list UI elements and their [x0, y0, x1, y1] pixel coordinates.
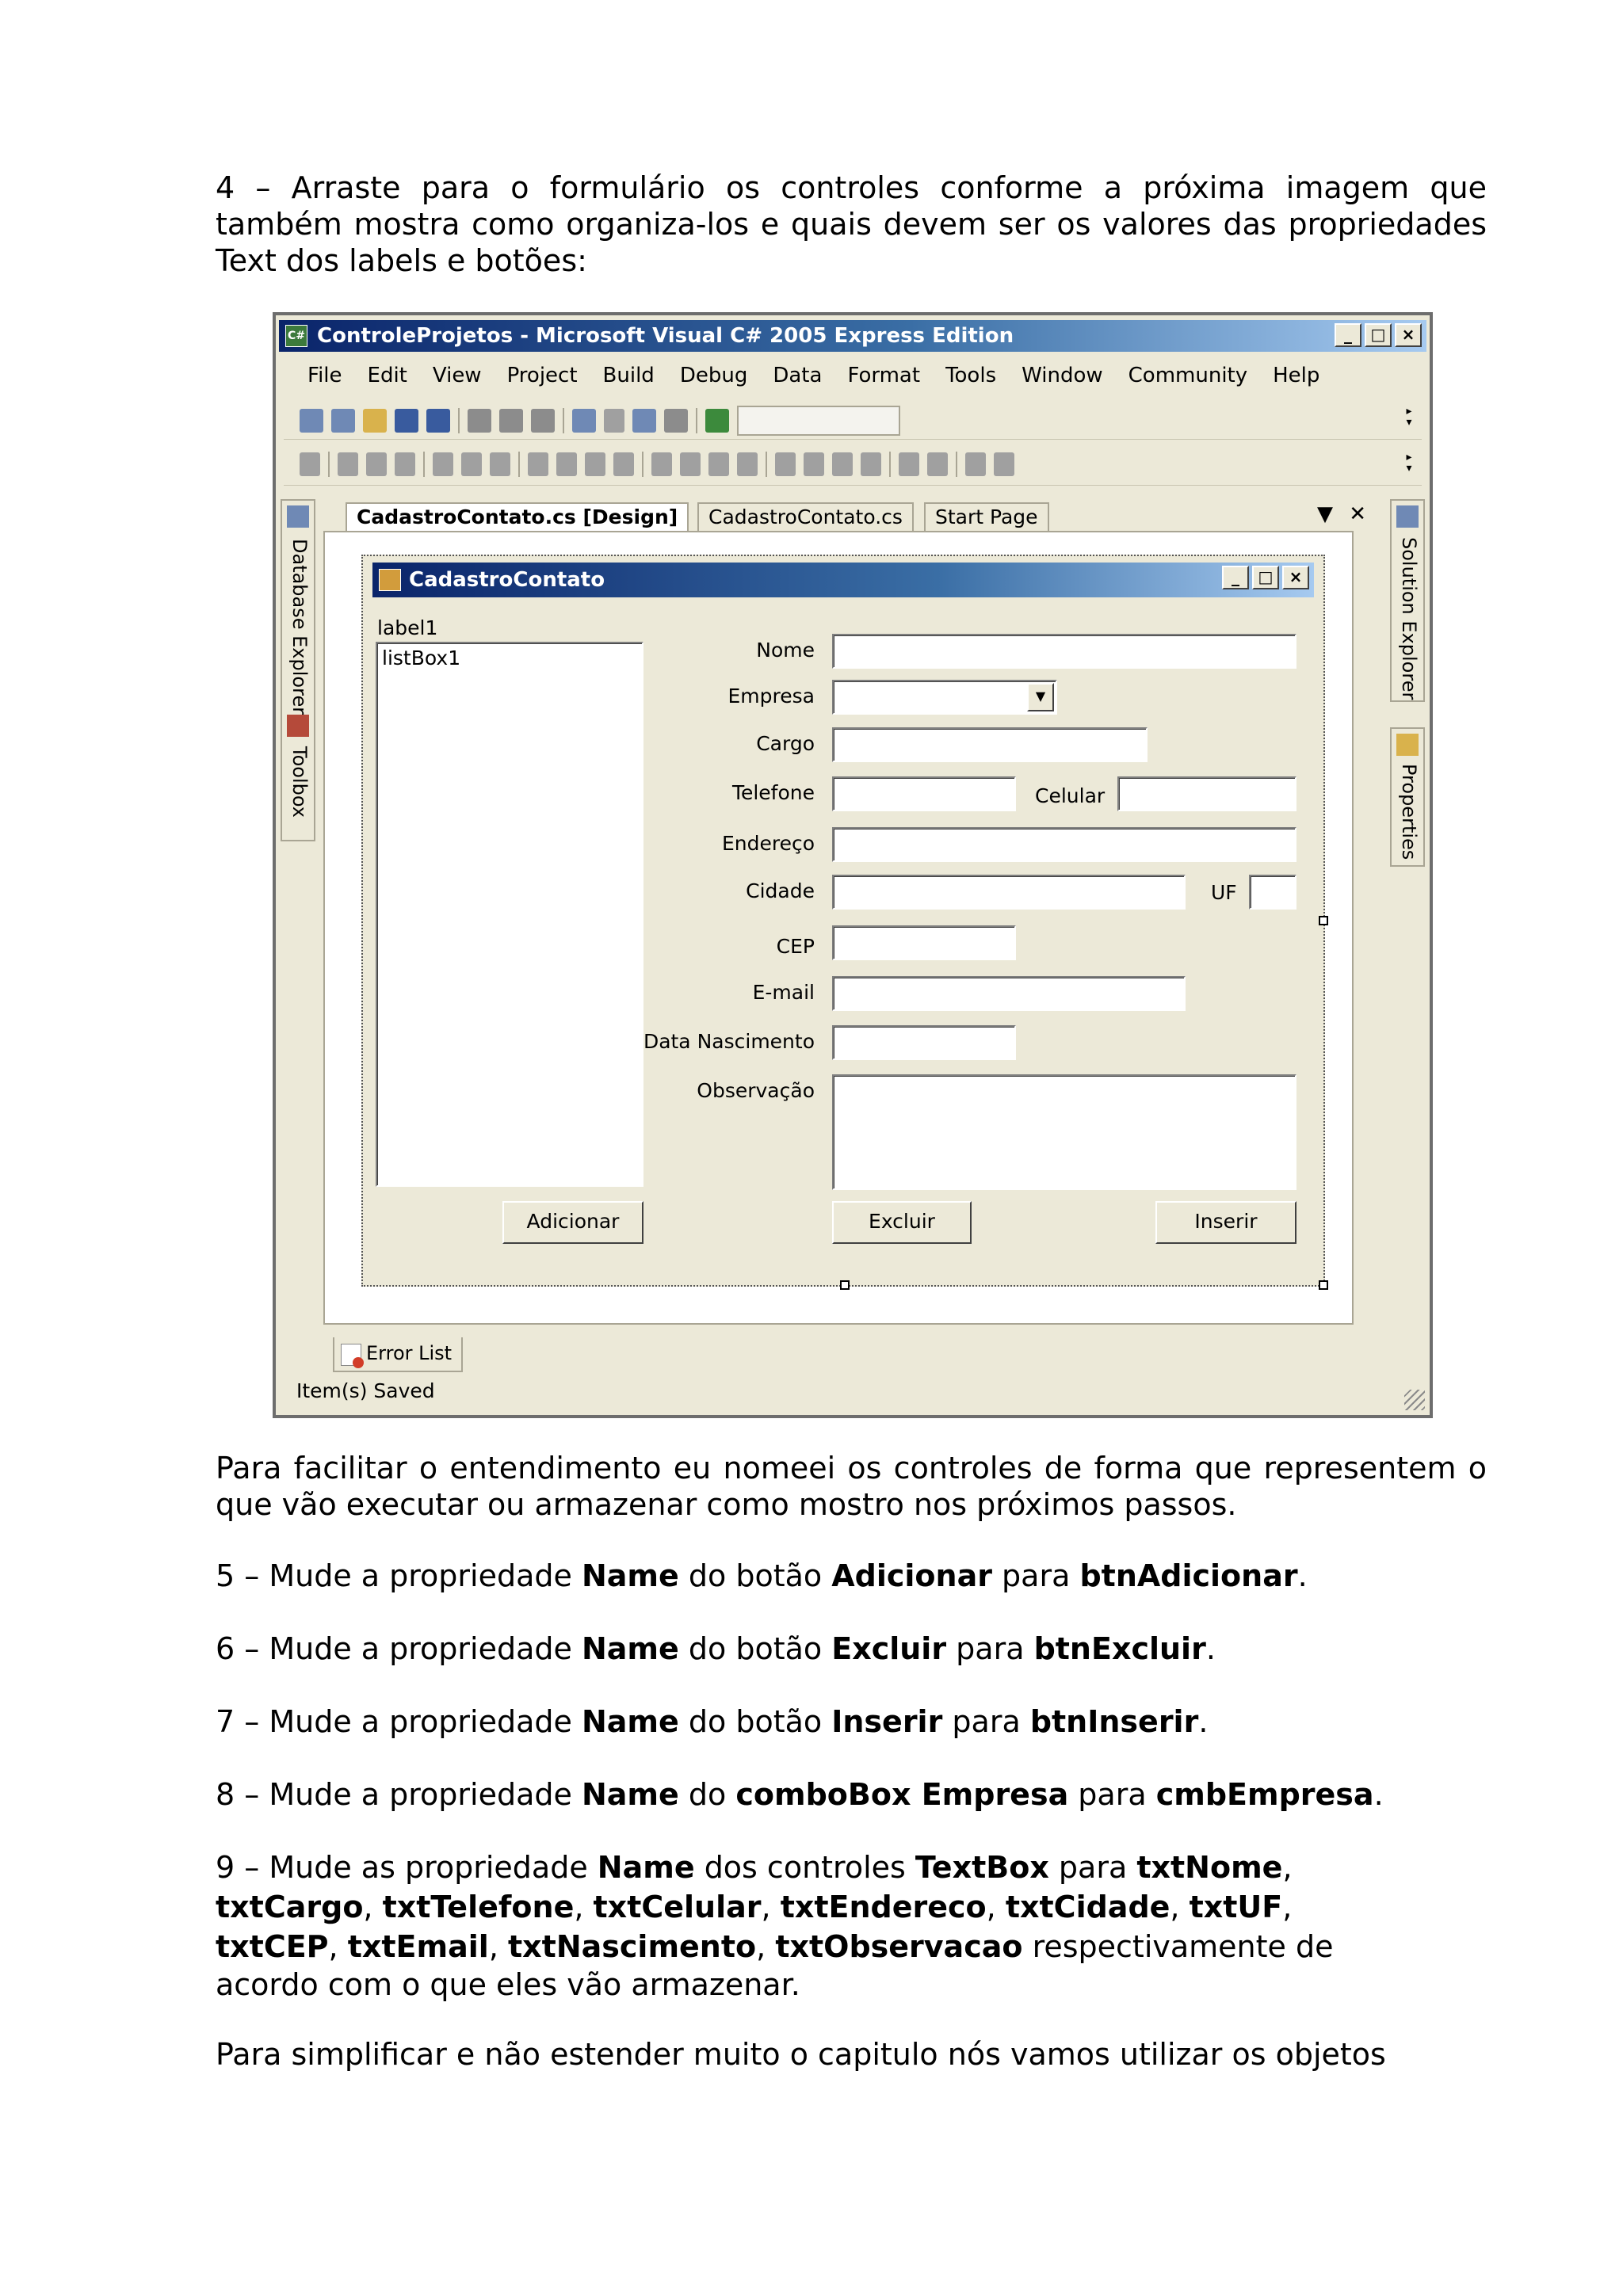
- menu-help[interactable]: Help: [1273, 364, 1320, 387]
- step-text: para: [1048, 1850, 1137, 1885]
- step-9-line-4: acordo com o que eles vão armazenar.: [216, 1967, 800, 2002]
- align-tops-icon[interactable]: [433, 452, 453, 476]
- menu-data[interactable]: Data: [773, 364, 823, 387]
- step-bold: txtEmail: [347, 1929, 489, 1964]
- decrease-vertical-spacing-icon[interactable]: [832, 452, 853, 476]
- step-text: .: [1198, 1704, 1209, 1739]
- solution-explorer-panel: [1390, 499, 1425, 702]
- remove-vertical-spacing-icon[interactable]: [861, 452, 881, 476]
- ide-title-bar: [279, 320, 1426, 352]
- add-item-icon[interactable]: [331, 409, 355, 433]
- form-close-icon[interactable]: ×: [1282, 566, 1309, 589]
- menu-debug[interactable]: Debug: [679, 364, 748, 387]
- form-icon: [379, 569, 401, 591]
- menu-file[interactable]: File: [307, 364, 342, 387]
- save-all-icon[interactable]: [426, 409, 450, 433]
- label-empresa: Empresa: [727, 685, 815, 707]
- toolbox-tab[interactable]: Toolbox: [288, 746, 311, 818]
- step-5: [216, 1558, 1487, 1594]
- ide-screenshot: [273, 312, 1433, 1418]
- step-bold: txtTelefone: [382, 1890, 575, 1924]
- new-project-icon[interactable]: [300, 409, 323, 433]
- step-bold: Inserir: [831, 1704, 943, 1739]
- toolbar-separator: [956, 452, 957, 477]
- step-bold: txtEndereco: [780, 1890, 987, 1924]
- send-to-back-icon[interactable]: [994, 452, 1014, 476]
- error-list-label: Error List: [366, 1342, 453, 1364]
- step-text: para: [991, 1558, 1080, 1593]
- center-vertically-icon[interactable]: [927, 452, 948, 476]
- close-document-icon[interactable]: ✕: [1349, 502, 1366, 526]
- toolbar-overflow-icon[interactable]: ▸ ▾: [1406, 451, 1412, 475]
- step-text: do botão: [678, 1558, 832, 1593]
- step-text: dos controles: [694, 1850, 915, 1885]
- decrease-horizontal-spacing-icon[interactable]: [708, 452, 729, 476]
- label-cargo: Cargo: [756, 732, 815, 755]
- step-text: do: [678, 1777, 736, 1812]
- step-bold: Adicionar: [831, 1558, 992, 1593]
- close-icon[interactable]: ×: [1395, 323, 1422, 347]
- toolbar-separator: [328, 452, 330, 477]
- toolbar-separator: [458, 408, 460, 433]
- step-bold: txtCidade: [1005, 1890, 1170, 1924]
- bring-to-front-icon[interactable]: [965, 452, 986, 476]
- step-text: respectivamente de: [1022, 1929, 1334, 1964]
- form-minimize-icon[interactable]: _: [1222, 566, 1249, 589]
- tab-start-page[interactable]: Start Page: [924, 502, 1049, 531]
- txt-cargo[interactable]: [832, 727, 1148, 762]
- tab-design[interactable]: CadastroContato.cs [Design]: [346, 502, 689, 531]
- tab-code[interactable]: CadastroContato.cs: [697, 502, 914, 531]
- step-text: para: [942, 1704, 1030, 1739]
- increase-horizontal-spacing-icon[interactable]: [680, 452, 701, 476]
- step-bold: txtCargo: [216, 1890, 364, 1924]
- inserir-button[interactable]: Inserir: [1155, 1201, 1296, 1244]
- toolbox-icon: [287, 715, 309, 737]
- database-explorer-tab[interactable]: Database Explorer: [288, 539, 311, 715]
- increase-vertical-spacing-icon[interactable]: [804, 452, 824, 476]
- make-same-width-icon[interactable]: [528, 452, 548, 476]
- step-text: para: [946, 1631, 1034, 1666]
- resize-handle-bottom[interactable]: [840, 1280, 850, 1290]
- step-bold: TextBox: [915, 1850, 1049, 1885]
- txt-cidade[interactable]: [832, 875, 1186, 910]
- txt-cep[interactable]: [832, 925, 1016, 960]
- start-debugging-icon[interactable]: [705, 409, 729, 433]
- step-7: [216, 1703, 1487, 1740]
- standard-toolbar: [284, 398, 1422, 440]
- toolbar-separator: [696, 408, 697, 433]
- align-centers-icon[interactable]: [366, 452, 387, 476]
- step-text: ,: [1170, 1890, 1190, 1924]
- last-paragraph: Para simplificar e não estender muito o capitulo nós vamos utilizar os objetos: [216, 2037, 1386, 2072]
- step-text: 9 – Mude as propriedade: [216, 1850, 598, 1885]
- toolbar-separator: [423, 452, 425, 477]
- excluir-button[interactable]: Excluir: [832, 1201, 972, 1244]
- step-text: ,: [328, 1929, 348, 1964]
- menu-format[interactable]: Format: [847, 364, 921, 387]
- step-text: .: [1205, 1631, 1216, 1666]
- copy-icon[interactable]: [499, 409, 523, 433]
- align-lefts-icon[interactable]: [338, 452, 358, 476]
- layout-toolbar: [284, 444, 1422, 486]
- step-9-line-2: [216, 1889, 1487, 1925]
- adicionar-button[interactable]: Adicionar: [502, 1201, 643, 1244]
- document-list-icon[interactable]: ▼: [1316, 502, 1333, 526]
- maximize-icon[interactable]: □: [1365, 323, 1392, 347]
- ide-title: ControleProjetos - Microsoft Visual C# 2005 Express Edition: [317, 324, 1014, 348]
- txt-celular[interactable]: [1117, 776, 1296, 811]
- label-telefone: Telefone: [731, 781, 815, 804]
- menu-edit[interactable]: Edit: [367, 364, 407, 387]
- toolbar-separator: [518, 452, 520, 477]
- center-horizontally-icon[interactable]: [899, 452, 919, 476]
- paste-icon[interactable]: [531, 409, 555, 433]
- step-text: ,: [756, 1929, 776, 1964]
- csharp-app-icon: C#: [285, 325, 307, 347]
- step-bold: txtCEP: [216, 1929, 329, 1964]
- menu-build[interactable]: Build: [602, 364, 655, 387]
- step-text: para: [1068, 1777, 1156, 1812]
- txt-nome[interactable]: [832, 634, 1296, 669]
- align-bottoms-icon[interactable]: [490, 452, 510, 476]
- intro-line-1: 4 – Arraste para o formulário os controles conforme a próxima imagem que: [216, 170, 1487, 205]
- intro-line-2: também mostra como organiza-los e quais devem ser os valores das propriedades: [216, 207, 1487, 242]
- step-text: 7 – Mude a propriedade: [216, 1704, 582, 1739]
- after-line-2: que vão executar ou armazenar como mostro nos próximos passos.: [216, 1487, 1237, 1522]
- step-8: [216, 1776, 1487, 1813]
- menu-window[interactable]: Window: [1022, 364, 1103, 387]
- txt-email[interactable]: [832, 976, 1186, 1011]
- form-designer[interactable]: [361, 555, 1325, 1287]
- step-bold: txtNome: [1136, 1850, 1283, 1885]
- step-9-line-3: [216, 1928, 1487, 1965]
- cmb-empresa[interactable]: [832, 680, 1057, 715]
- menu-tools[interactable]: Tools: [945, 364, 997, 387]
- make-same-size-icon[interactable]: [613, 452, 634, 476]
- listbox1-item: listBox1: [382, 646, 461, 669]
- step-bold: txtUF: [1189, 1890, 1283, 1924]
- toolbar-overflow-icon[interactable]: ▸ ▾: [1406, 405, 1412, 429]
- form-title: CadastroContato: [409, 568, 605, 592]
- make-same-height-icon[interactable]: [585, 452, 605, 476]
- horizontal-spacing-equal-icon[interactable]: [651, 452, 672, 476]
- toolbar-separator: [889, 452, 891, 477]
- label-endereco: Endereço: [721, 832, 815, 855]
- resize-handle-corner[interactable]: [1319, 1280, 1328, 1290]
- align-middles-icon[interactable]: [461, 452, 482, 476]
- properties-icon: [1396, 734, 1419, 756]
- step-bold: cmbEmpresa: [1155, 1777, 1374, 1812]
- toolbar-separator: [642, 452, 643, 477]
- step-text: 5 – Mude a propriedade: [216, 1558, 582, 1593]
- remove-horizontal-spacing-icon[interactable]: [737, 452, 758, 476]
- txt-endereco[interactable]: [832, 827, 1296, 862]
- step-bold: txtCelular: [593, 1890, 762, 1924]
- error-list-tab[interactable]: [333, 1337, 463, 1372]
- step-text: ,: [1282, 1890, 1293, 1924]
- resize-handle-right[interactable]: [1319, 916, 1328, 925]
- save-icon[interactable]: [395, 409, 418, 433]
- toolbar-separator: [766, 452, 767, 477]
- label-observacao: Observação: [697, 1079, 815, 1102]
- error-list-icon: [341, 1344, 361, 1366]
- menu-view[interactable]: View: [432, 364, 482, 387]
- form-title-bar: [372, 563, 1314, 597]
- redo-icon[interactable]: [604, 409, 624, 433]
- resize-grip-icon[interactable]: [1404, 1390, 1425, 1410]
- menu-community[interactable]: Community: [1128, 364, 1248, 387]
- chevron-down-icon[interactable]: ▼: [1027, 683, 1054, 711]
- form-maximize-icon[interactable]: □: [1252, 566, 1279, 589]
- intro-line-3: Text dos labels e botões:: [216, 243, 587, 278]
- step-bold: comboBox Empresa: [735, 1777, 1069, 1812]
- step-6: [216, 1630, 1487, 1667]
- step-text: ,: [761, 1890, 781, 1924]
- label-email: E-mail: [752, 981, 815, 1004]
- label-celular: Celular: [1035, 784, 1106, 807]
- left-side-panel: [281, 499, 315, 841]
- cut-icon[interactable]: [468, 409, 491, 433]
- size-to-grid-icon[interactable]: [556, 452, 577, 476]
- step-text: do botão: [678, 1631, 832, 1666]
- step-bold: btnExcluir: [1033, 1631, 1206, 1666]
- label1: label1: [377, 616, 438, 639]
- label-cidade: Cidade: [746, 879, 815, 902]
- solution-explorer-icon: [1396, 505, 1419, 528]
- step-bold: Excluir: [831, 1631, 947, 1666]
- txt-nascimento[interactable]: [832, 1025, 1016, 1060]
- menu-project[interactable]: Project: [506, 364, 578, 387]
- solution-explorer-tab[interactable]: Solution Explorer: [1398, 537, 1420, 700]
- design-surface: [323, 531, 1354, 1325]
- step-bold: Name: [581, 1777, 679, 1812]
- step-text: ,: [488, 1929, 508, 1964]
- step-text: .: [1297, 1558, 1308, 1593]
- document-tabs: [323, 502, 1369, 531]
- open-folder-icon[interactable]: [363, 409, 387, 433]
- navigate-backward-icon[interactable]: [632, 409, 656, 433]
- status-bar-text: Item(s) Saved: [296, 1379, 435, 1402]
- undo-icon[interactable]: [572, 409, 596, 433]
- step-bold: Name: [581, 1704, 679, 1739]
- toolbar-separator: [563, 408, 564, 433]
- step-bold: Name: [581, 1558, 679, 1593]
- step-bold: btnInserir: [1029, 1704, 1199, 1739]
- step-text: 6 – Mude a propriedade: [216, 1631, 582, 1666]
- label-uf: UF: [1211, 881, 1237, 904]
- step-text: ,: [1282, 1850, 1293, 1885]
- step-bold: txtNascimento: [507, 1929, 757, 1964]
- step-text: .: [1373, 1777, 1384, 1812]
- solution-config-combo[interactable]: [737, 406, 900, 436]
- after-line-1: Para facilitar o entendimento eu nomeei os controles de forma que representem o: [216, 1451, 1487, 1486]
- step-9-line-1: [216, 1849, 1487, 1886]
- label-cep: CEP: [776, 935, 815, 958]
- step-text: 8 – Mude a propriedade: [216, 1777, 582, 1812]
- step-text: ,: [574, 1890, 594, 1924]
- txt-telefone[interactable]: [832, 776, 1016, 811]
- align-to-grid-icon[interactable]: [300, 452, 320, 476]
- txt-observacao[interactable]: [832, 1074, 1296, 1190]
- minimize-icon[interactable]: _: [1335, 323, 1361, 347]
- step-bold: btnAdicionar: [1079, 1558, 1298, 1593]
- step-bold: txtObservacao: [775, 1929, 1023, 1964]
- database-explorer-icon: [287, 505, 309, 528]
- step-text: ,: [986, 1890, 1006, 1924]
- align-rights-icon[interactable]: [395, 452, 415, 476]
- txt-uf[interactable]: [1249, 875, 1296, 910]
- menu-bar: [295, 360, 1332, 391]
- properties-panel: [1390, 727, 1425, 867]
- step-bold: Name: [581, 1631, 679, 1666]
- step-bold: Name: [597, 1850, 695, 1885]
- label-nome: Nome: [756, 639, 815, 662]
- step-text: ,: [363, 1890, 383, 1924]
- step-text: do botão: [678, 1704, 832, 1739]
- navigate-forward-icon[interactable]: [664, 409, 688, 433]
- vertical-spacing-equal-icon[interactable]: [775, 452, 796, 476]
- label-nascimento: Data Nascimento: [643, 1030, 815, 1053]
- listbox1[interactable]: [376, 642, 643, 1187]
- properties-tab[interactable]: Properties: [1398, 764, 1420, 860]
